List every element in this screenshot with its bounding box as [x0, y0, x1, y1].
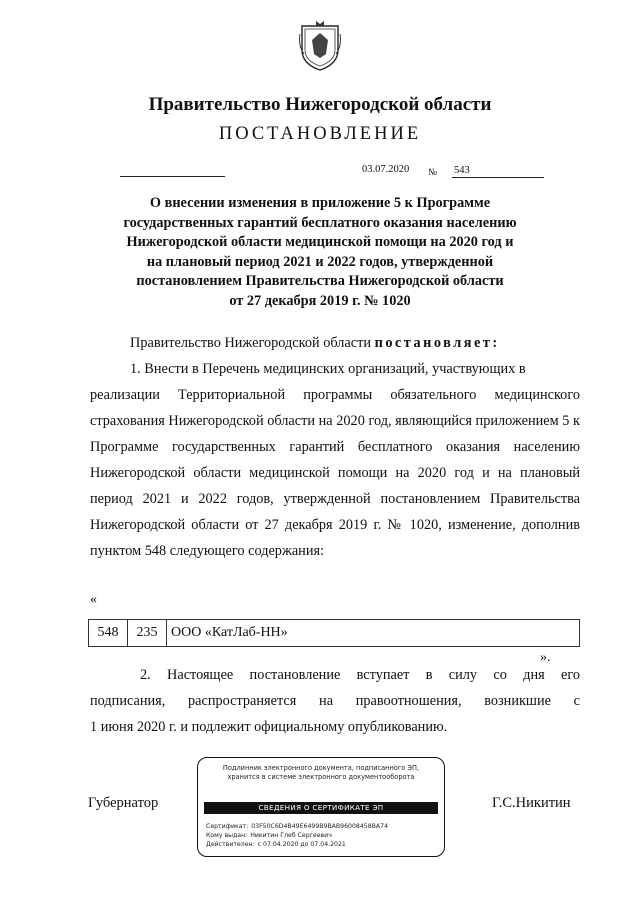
intro-prefix: Правительство Нижегородской области: [130, 335, 371, 351]
paragraph-2-line: подписания, распространяется на правоотношения, возникшие с: [90, 693, 580, 709]
blank-signature-line: [120, 176, 225, 177]
intro-verb: постановляет:: [374, 335, 500, 351]
coat-of-arms-emblem: [298, 20, 342, 72]
stamp-valid-row: [206, 840, 438, 849]
paragraph-1: [90, 356, 580, 564]
paragraph-1-first-line: 1. Внести в Перечень медицинских организаций, участвующих в: [130, 361, 526, 377]
stamp-certificate-details: [206, 822, 438, 849]
row-organization-name: ООО «КатЛаб-НН»: [167, 620, 580, 647]
issued-label: Кому выдан:: [206, 832, 248, 839]
valid-label: Действителен:: [206, 841, 255, 848]
signatory-name: Г.С.Никитин: [492, 795, 571, 811]
opening-quote: «: [90, 592, 97, 607]
row-number: 548: [89, 620, 128, 647]
paragraph-2-line: 1 июня 2020 г. и подлежит официальному опубликованию.: [90, 719, 448, 735]
stamp-note-line: хранится в системе электронного документооборота: [227, 773, 415, 781]
paragraph-1-text: реализации Территориальной программы обязательного медицинского страхования Нижегородской области на 2020 год, являющийся приложением 5 к Программе государственных гарантий бесплатного оказания населению Нижегородской области медицинской помощи на 2020 год и на плановый период 2021 и 2022 годов, утвержденной постановлением Правительства Нижегородской области от 27 декабря 2019 г. № 1020, изменение, дополнив пунктом 548 следующего содержания:: [90, 387, 580, 559]
resolution-intro: [90, 330, 580, 356]
organizations-table: [88, 619, 580, 647]
document-type: ПОСТАНОВЛЕНИЕ: [218, 124, 422, 144]
subject-line: государственных гарантий бесплатного оказания населению: [123, 214, 517, 231]
electronic-signature-stamp: [197, 757, 445, 857]
closing-quote: ».: [540, 650, 551, 665]
stamp-note-line: Подлинник электронного документа, подписанного ЭП,: [222, 764, 420, 772]
paragraph-2-line: 2. Настоящее постановление вступает в силу со дня его: [140, 667, 580, 683]
subject-line: О внесении изменения в приложение 5 к Программе: [149, 195, 491, 211]
cert-label: Сертификат:: [206, 823, 249, 830]
valid-value: с 07.04.2020 до 07.04.2021: [257, 841, 346, 848]
subject-line: Нижегородской области медицинской помощи на 2020 год и: [126, 234, 514, 250]
stamp-note: [208, 764, 434, 782]
cert-value: 03F50C6D4B49E6499B9BAB96008458BA74: [251, 823, 389, 830]
subject-line: от 27 декабря 2019 г. № 1020: [229, 292, 411, 309]
stamp-cert-row: [206, 822, 438, 831]
stamp-header: СВЕДЕНИЯ О СЕРТИФИКАТЕ ЭП: [204, 802, 438, 814]
table-row: [89, 620, 580, 647]
document-subject: [110, 194, 530, 311]
row-code: 235: [128, 620, 167, 647]
paragraph-2: [90, 662, 580, 740]
subject-line: на плановый период 2021 и 2022 годов, утвержденной: [146, 253, 494, 270]
organization-title: Правительство Нижегородской области: [148, 94, 492, 115]
number-sign: №: [428, 168, 438, 178]
document-date: 03.07.2020: [362, 164, 410, 175]
subject-line: постановлением Правительства Нижегородской области: [136, 273, 504, 289]
signatory-title: Губернатор: [88, 795, 159, 811]
stamp-issued-row: [206, 831, 438, 840]
issued-value: Никитин Глеб Сергеевич: [250, 832, 332, 839]
document-number: 543: [452, 164, 544, 178]
